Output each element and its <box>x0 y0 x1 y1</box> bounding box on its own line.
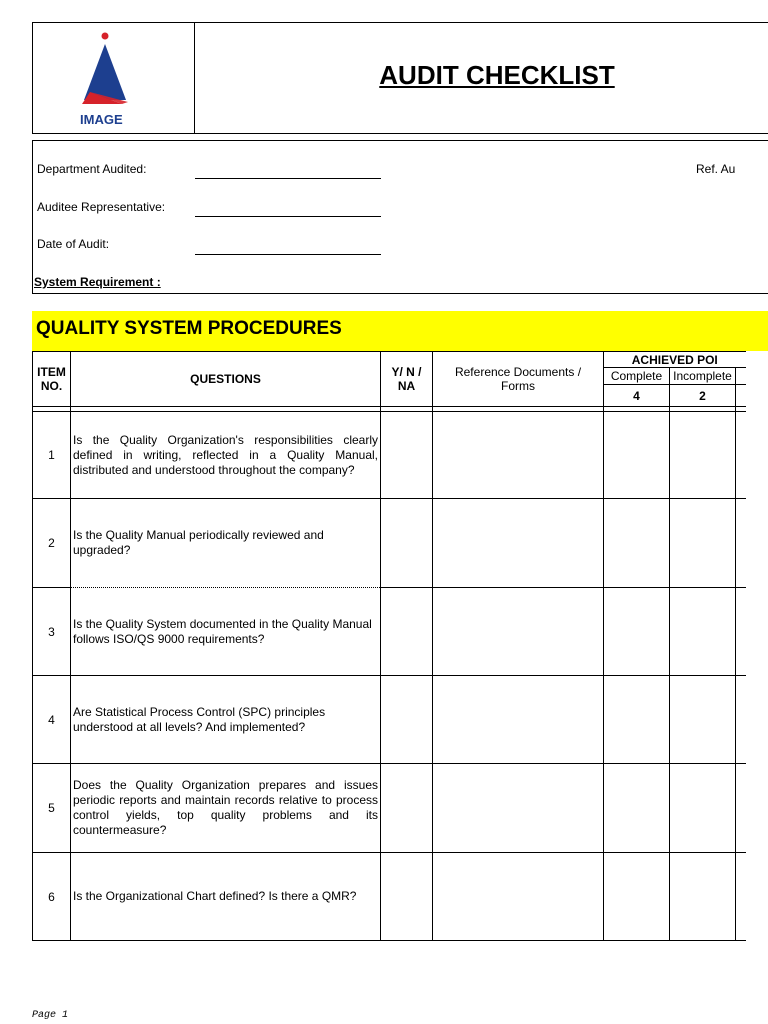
complete-header: Complete <box>604 368 670 385</box>
incomplete-cell[interactable] <box>670 853 736 941</box>
page-number: Page 1 <box>32 1010 69 1021</box>
question-text: Are Statistical Process Control (SPC) principles understood at all levels? And implemented? <box>71 676 381 764</box>
complete-cell[interactable] <box>604 853 670 941</box>
document-title-text: AUDIT CHECKLIST <box>379 60 615 90</box>
incomplete-header: Incomplete <box>670 368 736 385</box>
question-text: Is the Quality Manual periodically reviewed and upgraded? <box>71 499 381 588</box>
complete-cell[interactable] <box>604 588 670 676</box>
representative-line[interactable] <box>195 216 381 217</box>
item-number: 6 <box>33 853 71 941</box>
table-row <box>33 499 746 588</box>
reference-cell[interactable] <box>433 412 604 499</box>
system-requirement-label: System Requirement : <box>34 275 161 289</box>
department-label: Department Audited: <box>37 162 147 176</box>
edge-cell <box>736 676 746 764</box>
incomplete-cell[interactable] <box>670 588 736 676</box>
table-row <box>33 588 746 676</box>
edge-cell <box>736 412 746 499</box>
reference-header: Reference Documents / Forms <box>433 352 604 407</box>
complete-cell[interactable] <box>604 676 670 764</box>
table-row <box>33 676 746 764</box>
incomplete-cell[interactable] <box>670 412 736 499</box>
table-row <box>33 764 746 853</box>
reference-cell[interactable] <box>433 676 604 764</box>
table-row <box>33 412 746 499</box>
questions-header: QUESTIONS <box>71 352 381 407</box>
item-number: 3 <box>33 588 71 676</box>
complete-cell[interactable] <box>604 412 670 499</box>
complete-cell[interactable] <box>604 499 670 588</box>
reference-cell[interactable] <box>433 588 604 676</box>
item-number: 1 <box>33 412 71 499</box>
item-number: 4 <box>33 676 71 764</box>
incomplete-cell[interactable] <box>670 764 736 853</box>
complete-points: 4 <box>604 385 670 407</box>
department-line[interactable] <box>195 178 381 179</box>
edge-cell <box>736 853 746 941</box>
reference-cell[interactable] <box>433 764 604 853</box>
logo-text: IMAGE <box>80 112 123 127</box>
question-text: Is the Organizational Chart defined? Is there a QMR? <box>71 853 381 941</box>
edge-cell <box>736 588 746 676</box>
item-number: 2 <box>33 499 71 588</box>
document-title <box>195 60 768 91</box>
incomplete-cell[interactable] <box>670 499 736 588</box>
ref-audit-label: Ref. Au <box>696 162 736 176</box>
question-text: Is the Quality Organization's responsibilities clearly defined in writing, reflected in a Quality Manual, distributed and understood throughout the company? <box>71 412 381 499</box>
edge-cell <box>736 764 746 853</box>
date-label: Date of Audit: <box>37 237 110 251</box>
reference-cell[interactable] <box>433 853 604 941</box>
section-title: QUALITY SYSTEM PROCEDURES <box>36 318 342 339</box>
item-no-header: ITEM NO. <box>33 352 71 407</box>
logo-cell <box>32 22 195 134</box>
answer-cell[interactable] <box>381 499 433 588</box>
answer-cell[interactable] <box>381 853 433 941</box>
representative-label: Auditee Representative: <box>37 200 166 214</box>
header-edge-cell <box>736 368 746 385</box>
question-text: Is the Quality System documented in the Quality Manual follows ISO/QS 9000 requirements? <box>71 588 381 676</box>
question-text: Does the Quality Organization prepares and issues periodic reports and maintain records relative to process control yields, top quality problems and its countermeasure? <box>71 764 381 853</box>
checklist-table <box>32 351 746 941</box>
answer-cell[interactable] <box>381 412 433 499</box>
achieved-points-header: ACHIEVED POI <box>604 352 746 368</box>
date-line[interactable] <box>195 254 381 255</box>
points-edge-cell <box>736 385 746 407</box>
incomplete-points: 2 <box>670 385 736 407</box>
incomplete-cell[interactable] <box>670 676 736 764</box>
reference-cell[interactable] <box>433 499 604 588</box>
ynna-header: Y/ N / NA <box>381 352 433 407</box>
complete-cell[interactable] <box>604 764 670 853</box>
table-row <box>33 853 746 941</box>
edge-cell <box>736 499 746 588</box>
answer-cell[interactable] <box>381 588 433 676</box>
answer-cell[interactable] <box>381 676 433 764</box>
item-number: 5 <box>33 764 71 853</box>
answer-cell[interactable] <box>381 764 433 853</box>
